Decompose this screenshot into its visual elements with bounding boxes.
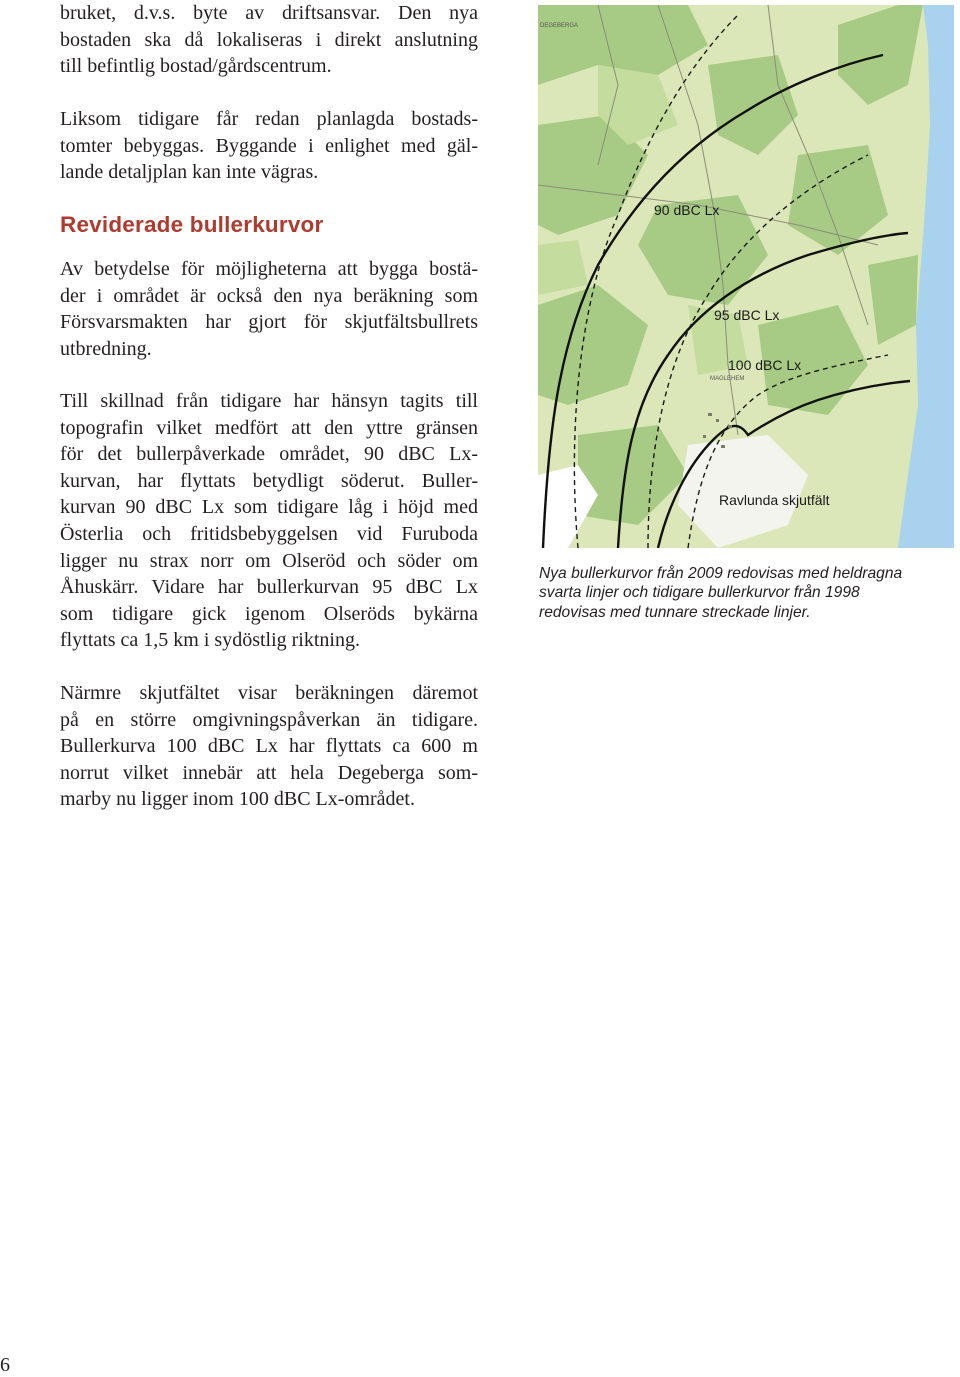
text-line: bruket, d.v.s. byte av driftsansvar. Den nya [60,2,478,24]
paragraph-near-field [60,680,478,813]
noise-curve-map [538,5,954,548]
text-line: norrut vilket innebär att hela Degeberga som- [60,761,478,784]
text-line: Försvarsmakten har gjort för skjutfältsbullrets [60,311,478,334]
text-line: lande detaljplan kan inte vägras. [60,161,319,184]
map-label-100: 100 dBC Lx [728,357,802,373]
text-line: Åhuskärr. Vidare har bullerkurvan 95 dBC Lx [60,576,478,599]
map-place-label: MAGLEHEM [710,376,745,382]
paragraph-planned-lots [60,106,478,186]
text-line: till befintlig bostad/gårdscentrum. [60,55,332,78]
text-line: utbredning. [60,337,152,360]
caption-line: Nya bullerkurvor från 2009 redovisas med heldragna [539,565,903,582]
map-place-label: DEGEBERGA [540,23,579,29]
text-line: kurvan, har flyttats betydligt söderut. Buller- [60,469,478,492]
text-line: der i området är också den nya beräkning som [60,284,478,307]
section-heading: Reviderade bullerkurvor [60,212,324,237]
text-line: Bullerkurva 100 dBC Lx har flyttats ca 600 m [60,735,478,758]
text-line: för det bullerpåverkade området, 90 dBC Lx- [60,443,478,466]
paragraph-intro [60,0,478,80]
map-label-shooting-range: Ravlunda skjutfält [719,492,830,508]
text-line: Liksom tidigare får redan planlagda bostads- [60,108,478,130]
text-line: kurvan 90 dBC Lx som tidigare låg i höjd med [60,496,478,519]
text-line: marby nu ligger inom 100 dBC Lx-området. [60,788,415,811]
map-graphic [538,5,954,548]
text-line: Närmre skjutfältet visar beräkningen däremot [60,682,478,704]
paragraph-new-calculation [60,256,478,362]
map-label-95: 95 dBC Lx [714,307,780,323]
text-line: flyttats ca 1,5 km i sydöstlig riktning. [60,629,360,652]
text-line: tomter bebyggas. Byggande i enlighet med gäl- [60,134,478,157]
paragraph-topography [60,388,478,654]
caption-line: redovisas med tunnare streckade linjer. [539,603,811,621]
map-label-90: 90 dBC Lx [654,202,720,218]
text-line: som tidigare gick igenom Olseröds bykärna [60,602,478,625]
text-line: på en större omgivningspåverkan än tidigare. [60,708,478,731]
caption-line: svarta linjer och tidigare bullerkurvor från 1998 [539,584,860,602]
text-line: ligger nu strax norr om Olseröd och söder om [60,549,478,572]
text-line: bostaden ska då lokaliseras i direkt anslutning [60,28,478,51]
text-line: Till skillnad från tidigare har hänsyn tagits till [60,390,478,412]
text-line: topografin vilket medfört att den yttre gränsen [60,416,478,439]
text-line: Av betydelse för möjligheterna att bygga bostä- [60,258,478,280]
page-number: 6 [0,1354,10,1376]
text-line: Österlia och fritidsbebyggelsen vid Furuboda [60,522,478,545]
map-caption [539,564,951,622]
